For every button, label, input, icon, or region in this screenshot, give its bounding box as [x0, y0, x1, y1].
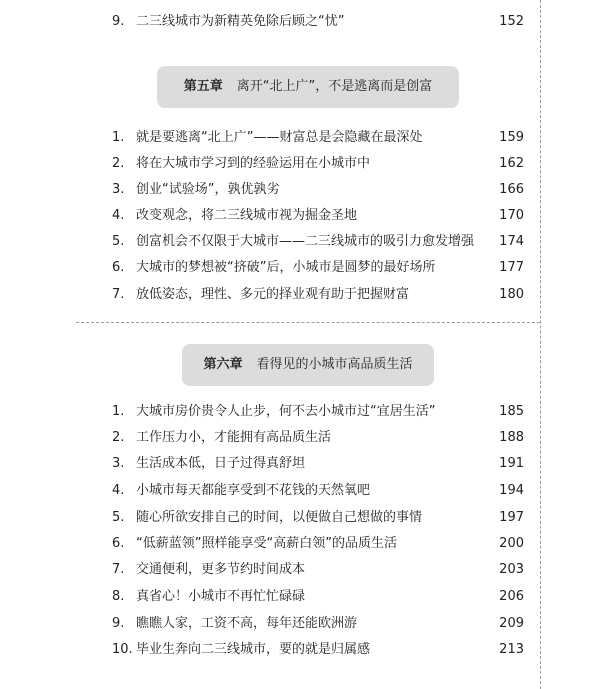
chapter-label: 第五章	[183, 79, 223, 94]
chapter-title: 看得见的小城市高品质生活	[256, 357, 413, 372]
entry-page-number: 152	[499, 14, 524, 29]
entry-page-number: 197	[499, 510, 524, 525]
toc-entry[interactable]	[112, 151, 524, 177]
toc-entry[interactable]	[112, 9, 524, 35]
chapter-label: 第六章	[203, 357, 243, 372]
entry-number: 3.	[112, 182, 125, 197]
entry-title: “低薪蓝领”照样能享受“高薪白领”的品质生活	[136, 536, 397, 551]
entry-title: 创业“试验场”，孰优孰劣	[136, 182, 280, 197]
entry-title: 小城市每天都能享受到不花钱的天然氧吧	[136, 483, 371, 498]
entry-title: 工作压力小，才能拥有高品质生活	[136, 430, 332, 445]
entry-page-number: 194	[499, 483, 524, 498]
entry-page-number: 162	[499, 156, 524, 171]
entry-page-number: 177	[499, 260, 524, 275]
entry-title: 随心所欲安排自己的时间，以便做自己想做的事情	[136, 510, 423, 525]
entry-number: 2.	[112, 156, 125, 171]
toc-entry[interactable]	[112, 451, 524, 477]
entry-number: 9.	[112, 14, 125, 29]
entry-page-number: 159	[499, 130, 524, 145]
entry-title: 大城市的梦想被“挤破”后，小城市是圆梦的最好场所	[136, 260, 436, 275]
entry-number: 10.	[112, 642, 133, 657]
chapter-header[interactable]	[157, 66, 459, 108]
entry-title: 瞧瞧人家，工资不高，每年还能欧洲游	[136, 616, 358, 631]
entry-page-number: 166	[499, 182, 524, 197]
entry-number: 5.	[112, 510, 125, 525]
toc-entry[interactable]	[112, 425, 524, 451]
toc-entry[interactable]	[112, 125, 524, 151]
entry-page-number: 188	[499, 430, 524, 445]
entry-title: 大城市房价贵令人止步，何不去小城市过“宜居生活”	[136, 404, 436, 419]
chapter-title: 离开“北上广”，不是逃离而是创富	[236, 79, 433, 94]
entry-title: 二三线城市为新精英免除后顾之“忧”	[136, 14, 345, 29]
entry-page-number: 203	[499, 562, 524, 577]
entry-page-number: 209	[499, 616, 524, 631]
entry-title: 生活成本低，日子过得真舒坦	[136, 456, 306, 471]
entry-number: 6.	[112, 260, 125, 275]
entry-number: 7.	[112, 287, 125, 302]
entry-number: 6.	[112, 536, 125, 551]
entry-number: 1.	[112, 404, 125, 419]
toc-entry[interactable]	[112, 611, 524, 637]
entry-page-number: 180	[499, 287, 524, 302]
entry-title: 交通便利，更多节约时间成本	[136, 562, 306, 577]
entry-title: 改变观念，将二三线城市视为掘金圣地	[136, 208, 358, 223]
toc-entry[interactable]	[112, 399, 524, 425]
toc-entry[interactable]	[112, 282, 524, 308]
entry-number: 2.	[112, 430, 125, 445]
toc-entry[interactable]	[112, 255, 524, 281]
entry-number: 4.	[112, 208, 125, 223]
entry-page-number: 206	[499, 589, 524, 604]
entry-number: 9.	[112, 616, 125, 631]
toc-entry[interactable]	[112, 584, 524, 610]
toc-entry[interactable]	[112, 531, 524, 557]
toc-entry[interactable]	[112, 203, 524, 229]
entry-page-number: 200	[499, 536, 524, 551]
entry-title: 就是要逃离“北上广”——财富总是会隐藏在最深处	[136, 130, 423, 145]
entry-title: 真省心！小城市不再忙忙碌碌	[136, 589, 306, 604]
section-divider	[76, 322, 540, 323]
chapter-header[interactable]	[182, 344, 434, 386]
entry-title: 创富机会不仅限于大城市——二三线城市的吸引力愈发增强	[136, 234, 475, 249]
toc-entry[interactable]	[112, 478, 524, 504]
page-edge-dashed-line	[540, 0, 541, 689]
entry-page-number: 174	[499, 234, 524, 249]
entry-page-number: 170	[499, 208, 524, 223]
entry-title: 放低姿态，理性、多元的择业观有助于把握财富	[136, 287, 410, 302]
entry-number: 3.	[112, 456, 125, 471]
entry-number: 7.	[112, 562, 125, 577]
entry-page-number: 185	[499, 404, 524, 419]
toc-entry[interactable]	[112, 557, 524, 583]
entry-title: 毕业生奔向二三线城市，要的就是归属感	[136, 642, 371, 657]
entry-number: 4.	[112, 483, 125, 498]
toc-entry[interactable]	[112, 229, 524, 255]
toc-entry[interactable]	[112, 505, 524, 531]
entry-number: 5.	[112, 234, 125, 249]
entry-number: 8.	[112, 589, 125, 604]
entry-title: 将在大城市学习到的经验运用在小城市中	[136, 156, 371, 171]
entry-page-number: 191	[499, 456, 524, 471]
entry-number: 1.	[112, 130, 125, 145]
toc-entry[interactable]	[112, 637, 524, 663]
entry-page-number: 213	[499, 642, 524, 657]
toc-entry[interactable]	[112, 177, 524, 203]
